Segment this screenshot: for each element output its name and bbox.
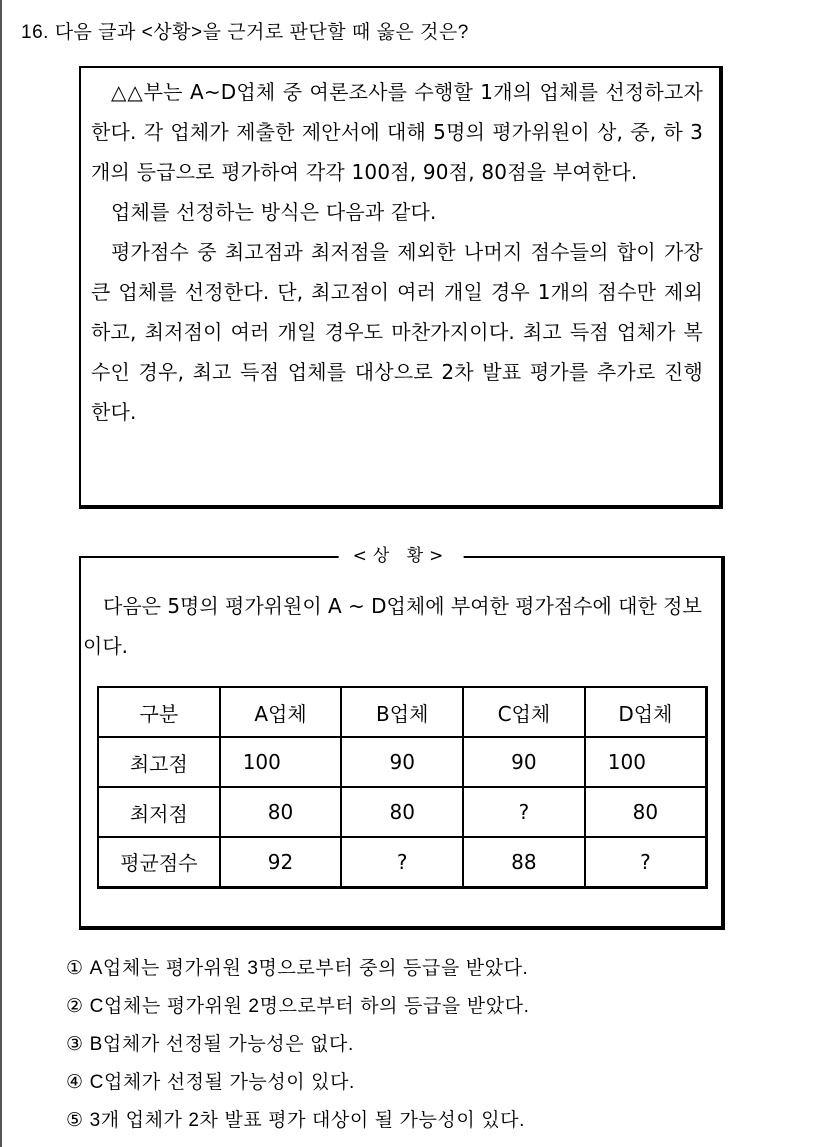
table-cell: 90: [341, 737, 463, 787]
passage-paragraph: 평가점수 중 최고점과 최저점을 제외한 나머지 점수들의 합이 가장 큰 업체를 선정한다. 단, 최고점이 여러 개일 경우 1개의 점수만 제외하고, 최저점이 여러 개일 경우도 마찬가지이다. 최고 득점 업체가 복수인 경우, 최고 득점 업체를 대상으로 2차 발표 평가를 추가로 진행한다.: [91, 240, 703, 424]
table-row: [98, 737, 707, 787]
table-cell: 80: [341, 787, 463, 837]
table-cell: ?: [463, 787, 585, 837]
option-text: A업체는 평가위원 3명으로부터 중의 등급을 받았다.: [89, 958, 529, 979]
option-number: ⑤: [66, 1110, 84, 1131]
answer-option-2[interactable]: [66, 988, 529, 1026]
passage-paragraph: 업체를 선정하는 방식은 다음과 같다.: [111, 200, 437, 224]
table-header-cell: 구분: [98, 687, 220, 737]
table-header-cell: C업체: [463, 687, 585, 737]
table-row: [98, 837, 707, 887]
page-left-rule: [0, 0, 2, 1147]
answer-option-5[interactable]: [66, 1102, 529, 1140]
table-cell: 80: [220, 787, 342, 837]
row-label-cell: 평균점수: [98, 837, 220, 887]
row-label-cell: 최고점: [98, 737, 220, 787]
answer-options: [66, 950, 529, 1140]
option-number: ②: [66, 996, 84, 1017]
table-cell: 80: [585, 787, 707, 837]
table-cell: ?: [341, 837, 463, 887]
situation-label: <상 황>: [339, 541, 464, 566]
table-row: [98, 787, 707, 837]
option-text: B업체가 선정될 가능성은 없다.: [89, 1034, 354, 1055]
table-header-cell: B업체: [341, 687, 463, 737]
score-table: [97, 686, 708, 889]
table-cell: 92: [220, 837, 342, 887]
question-title: 16. 다음 글과 <상황>을 근거로 판단할 때 옳은 것은?: [21, 22, 469, 43]
table-cell: 100: [220, 737, 342, 787]
table-header-row: [98, 687, 707, 737]
table-cell: 100: [585, 737, 707, 787]
option-text: C업체가 선정될 가능성이 있다.: [89, 1072, 355, 1093]
table-cell: ?: [585, 837, 707, 887]
option-number: ①: [66, 958, 84, 979]
table-cell: 90: [463, 737, 585, 787]
answer-option-1[interactable]: [66, 950, 529, 988]
option-number: ④: [66, 1072, 84, 1093]
table-header-cell: D업체: [585, 687, 707, 737]
situation-intro: 다음은 5명의 평가위원이 A ~ D업체에 부여한 평가점수에 대한 정보이다.: [83, 594, 702, 658]
option-text: C업체는 평가위원 2명으로부터 하의 등급을 받았다.: [89, 996, 530, 1017]
option-text: 3개 업체가 2차 발표 평가 대상이 될 가능성이 있다.: [89, 1110, 526, 1131]
passage-paragraph: △△부는 A~D업체 중 여론조사를 수행할 1개의 업체를 선정하고자 한다. 각 업체가 제출한 제안서에 대해 5명의 평가위원이 상, 중, 하 3개의 등급으로 평가하여 각각 100점, 90점, 80점을 부여한다.: [91, 80, 703, 184]
table-header-cell: A업체: [220, 687, 342, 737]
answer-option-4[interactable]: [66, 1064, 529, 1102]
answer-option-3[interactable]: [66, 1026, 529, 1064]
passage-box: [79, 66, 723, 509]
row-label-cell: 최저점: [98, 787, 220, 837]
situation-box: [79, 546, 725, 930]
option-number: ③: [66, 1034, 84, 1055]
table-cell: 88: [463, 837, 585, 887]
